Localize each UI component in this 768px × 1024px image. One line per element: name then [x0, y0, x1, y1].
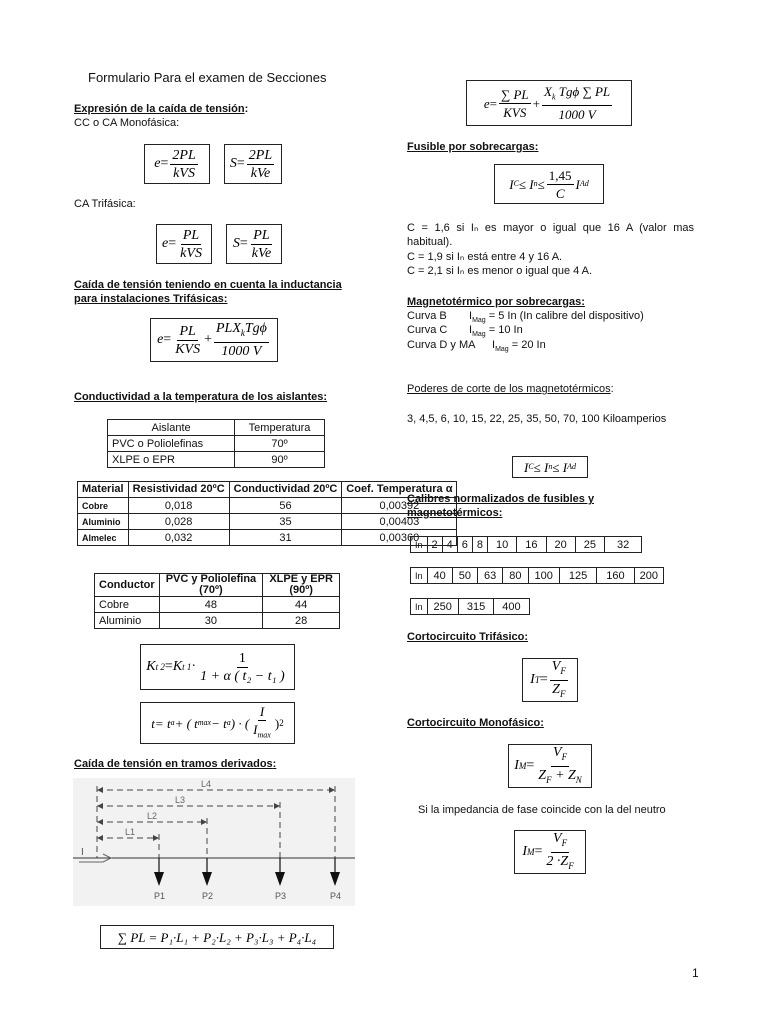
point-label: P2 — [202, 891, 214, 901]
monofasico-heading: Cortocircuito Monofásico: — [407, 717, 544, 729]
aislante-header: Aislante — [108, 420, 235, 436]
tramos-heading: Caída de tensión en tramos derivados: — [74, 758, 277, 770]
temperatura-header: Temperatura — [235, 420, 325, 436]
poderes-heading: Poderes de corte de los magnetotérmicos: — [407, 383, 614, 395]
material-table: Material Resistividad 20ºC Conductividad 20ºC Coef. Temperatura α Cobre 0,018 56 0,00392 Aluminio 0,028 35 0,00403 Almelec 0,032 31 0,00360 — [77, 481, 457, 546]
formula-induct: e = $\frac{PL}{\text{KVS}}$ + $\frac{PLX_kTg\phi}{1000 V}$ — [150, 318, 278, 362]
point-label: P4 — [330, 891, 342, 901]
conductor-table: Conductor PVC y Poliolefina (70º) XLPE y EPR (90º) Cobre 48 44 Aluminio 30 28 — [94, 573, 340, 629]
calibres-heading: Calibres normalizados de fusibles y magnetotérmicos: — [407, 493, 595, 519]
curva-row: Curva D y MA $I_{Mag} = 20$ In — [407, 339, 546, 354]
fusible-text-1: C = 1,6 si Iₙ es mayor o igual que 16 A (valor mas habitual). — [407, 222, 694, 248]
formula-sum: ∑ PL = P₁·L₁ + P₂·L₂ + P₃·L₃ + P₄·L₄ — [100, 925, 334, 949]
curva-row: Curva B $I_{Mag} = 5$ In (In calibre del dispositivo) — [407, 310, 644, 325]
table-row: Cobre 48 44 — [95, 597, 340, 613]
impedancia-text: Si la impedancia de fase coincide con la del neutro — [418, 804, 666, 816]
table-row: PVC o Poliolefinas 70º — [108, 436, 325, 452]
point-label: P3 — [275, 891, 287, 901]
length-label: L4 — [201, 779, 212, 789]
induct-heading: Caída de tensión teniendo en cuenta la inductancia para instalaciones Trifásicas: — [74, 279, 342, 305]
fusible-text-2: C = 1,9 si Iₙ está entre 4 y 16 A. — [407, 251, 563, 263]
poderes-text: 3, 4,5, 6, 10, 15, 22, 25, 35, 50, 70, 100 Kiloamperios — [407, 413, 667, 425]
curva-row: Curva C $I_{Mag} = 10$ In — [407, 324, 523, 339]
length-label: L2 — [147, 811, 158, 821]
fusible-heading: Fusible por sobrecargas: — [407, 141, 539, 153]
magneto-heading: Magnetotérmico por sobrecargas: — [407, 296, 585, 308]
current-label: I — [81, 847, 84, 858]
trifasico-heading: Cortocircuito Trifásico: — [407, 631, 529, 643]
aislante-table — [107, 419, 325, 468]
table-row: Cobre 0,018 56 0,00392 — [78, 498, 457, 514]
point-label: P1 — [154, 891, 166, 901]
formula-tri-s: S = $\frac{PL}{\text{kVe}}$ — [226, 224, 282, 264]
table-row: Aluminio 0,028 35 0,00403 — [78, 514, 457, 530]
ca-label: CA Trifásica: — [74, 198, 136, 210]
length-label: L1 — [125, 827, 136, 837]
fusible-text-3: C = 2,1 si Iₙ es menor o igual que 4 A. — [407, 265, 593, 277]
calibre-row: In 40 50 63 80 100 125 160 200 — [410, 567, 664, 584]
formula-kt: K t 2 = K t 1 · $\frac{1}{\text{1 + α ( t₂ − t₁ )}}$ — [140, 644, 295, 690]
length-label: L3 — [175, 795, 186, 805]
formula-mono-e: e = $\frac{2PL}{\text{kVS}}$ — [144, 144, 210, 184]
formula-trifasico: I T = $\frac{V_F}{Z_F}$ — [522, 658, 578, 702]
cc-label: CC o CA Monofásica: — [74, 117, 180, 129]
calibre-row: In 250 315 400 — [410, 598, 530, 615]
formula-t: t = t a + ( t max − t a ) · ( $\frac{I}{I_{max}}$ ) 2 — [140, 702, 295, 744]
tramos-diagram — [73, 778, 355, 906]
calibre-row: In 2 4 6 8 10 16 20 25 32 — [410, 536, 642, 553]
formula-top: e = $\frac{\sum PL}{\text{KVS}}$ + $\frac{X_k Tg\phi \sum PL}{1000 V}$ — [466, 80, 632, 126]
formula-tri-e: e = $\frac{PL}{\text{kVS}}$ — [156, 224, 212, 264]
table-row: Almelec 0,032 31 0,00360 — [78, 530, 457, 546]
formula-fusible: I C ≤ I n ≤ $\frac{1,45}{C}$ I Ad — [494, 164, 604, 204]
formula-poderes: I C ≤ I n ≤ I Ad — [512, 456, 588, 478]
table-row: XLPE o EPR 90º — [108, 452, 325, 468]
table-row: Aluminio 30 28 — [95, 613, 340, 629]
page-title: Formulario Para el examen de Secciones — [88, 70, 327, 85]
formula-mono-s: S = $\frac{2PL}{\text{kVe}}$ — [224, 144, 282, 184]
conductividad-heading: Conductividad a la temperatura de los aislantes: — [74, 391, 328, 403]
formula-monofasico: I M = $\frac{V_F}{Z_F + Z_N}$ — [508, 744, 592, 788]
page-number: 1 — [692, 966, 699, 980]
formula-monofasico-2: I M = $\frac{V_F}{2 \cdot Z_F}$ — [514, 830, 586, 874]
expr-heading: Expresión de la caída de tensión: — [74, 103, 249, 115]
